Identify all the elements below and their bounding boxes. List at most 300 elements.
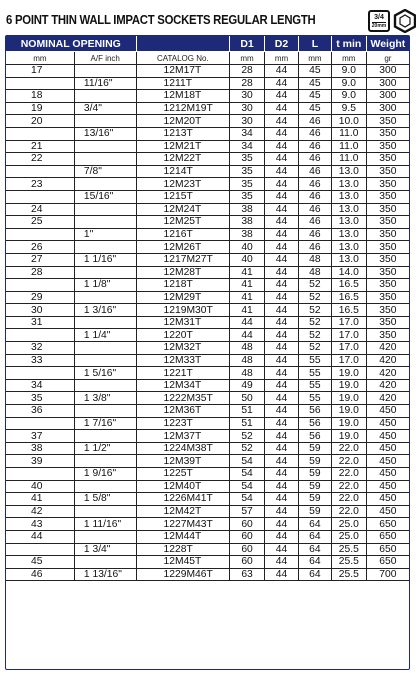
cell-nominal-mm: 22 <box>6 153 75 166</box>
cell-d1: 60 <box>230 543 265 556</box>
cell-tmin: 22.0 <box>331 480 366 493</box>
unit-catalog: CATALOG No. <box>136 52 230 65</box>
cell-d1: 35 <box>230 165 265 178</box>
cell-nominal-mm: 27 <box>6 253 75 266</box>
table-row <box>6 190 410 203</box>
header-catalog <box>136 36 230 52</box>
cell-l: 48 <box>298 266 331 279</box>
cell-nominal-mm <box>6 367 75 380</box>
cell-d1: 48 <box>230 354 265 367</box>
table-units-row <box>6 52 410 65</box>
cell-tmin: 13.0 <box>331 241 366 254</box>
cell-af-inch <box>74 140 136 153</box>
cell-d1: 51 <box>230 417 265 430</box>
drive-size-unit: 20mm <box>371 23 387 29</box>
cell-weight: 350 <box>366 279 409 292</box>
cell-catalog-no: 12M37T <box>136 430 230 443</box>
cell-weight: 420 <box>366 354 409 367</box>
cell-l: 64 <box>298 568 331 581</box>
cell-tmin: 25.0 <box>331 518 366 531</box>
cell-af-inch: 1 5/16" <box>74 367 136 380</box>
cell-nominal-mm: 20 <box>6 115 75 128</box>
cell-catalog-no: 1216T <box>136 228 230 241</box>
cell-d2: 44 <box>265 405 299 418</box>
cell-af-inch: 1" <box>74 228 136 241</box>
table-row <box>6 203 410 216</box>
cell-af-inch: 1 7/16" <box>74 417 136 430</box>
cell-af-inch <box>74 342 136 355</box>
cell-l: 45 <box>298 77 331 90</box>
cell-weight: 350 <box>366 190 409 203</box>
cell-l: 46 <box>298 216 331 229</box>
cell-d2: 44 <box>265 316 299 329</box>
cell-weight: 450 <box>366 405 409 418</box>
table-row <box>6 140 410 153</box>
cell-catalog-no: 12M22T <box>136 153 230 166</box>
cell-d2: 44 <box>265 379 299 392</box>
cell-weight: 350 <box>366 291 409 304</box>
table-row <box>6 417 410 430</box>
cell-l: 55 <box>298 392 331 405</box>
cell-nominal-mm: 36 <box>6 405 75 418</box>
unit-d2: mm <box>265 52 299 65</box>
cell-l: 45 <box>298 102 331 115</box>
cell-d2: 44 <box>265 115 299 128</box>
cell-catalog-no: 12M28T <box>136 266 230 279</box>
cell-af-inch <box>74 115 136 128</box>
cell-tmin: 19.0 <box>331 430 366 443</box>
cell-d2: 44 <box>265 102 299 115</box>
cell-d1: 40 <box>230 241 265 254</box>
table-row <box>6 468 410 481</box>
cell-tmin: 17.0 <box>331 354 366 367</box>
cell-catalog-no: 12M25T <box>136 216 230 229</box>
table-row <box>6 455 410 468</box>
table-row <box>6 115 410 128</box>
cell-tmin: 19.0 <box>331 405 366 418</box>
cell-d1: 54 <box>230 468 265 481</box>
cell-weight: 350 <box>366 316 409 329</box>
cell-catalog-no: 1229M46T <box>136 568 230 581</box>
table-row <box>6 178 410 191</box>
cell-d2: 44 <box>265 253 299 266</box>
cell-catalog-no: 1214T <box>136 165 230 178</box>
cell-af-inch: 1 13/16" <box>74 568 136 581</box>
cell-weight: 300 <box>366 102 409 115</box>
table-row <box>6 518 410 531</box>
header-d2: D2 <box>265 36 299 52</box>
cell-nominal-mm: 17 <box>6 65 75 78</box>
cell-l: 64 <box>298 543 331 556</box>
table-row <box>6 480 410 493</box>
cell-nominal-mm: 42 <box>6 505 75 518</box>
cell-weight: 350 <box>366 241 409 254</box>
cell-tmin: 19.0 <box>331 379 366 392</box>
cell-l: 46 <box>298 203 331 216</box>
cell-d2: 44 <box>265 203 299 216</box>
cell-nominal-mm: 46 <box>6 568 75 581</box>
sockets-table <box>5 35 410 581</box>
table-row <box>6 379 410 392</box>
cell-catalog-no: 12M44T <box>136 530 230 543</box>
cell-weight: 450 <box>366 493 409 506</box>
cell-l: 52 <box>298 342 331 355</box>
cell-weight: 650 <box>366 543 409 556</box>
cell-weight: 420 <box>366 392 409 405</box>
cell-weight: 350 <box>366 165 409 178</box>
cell-d1: 54 <box>230 480 265 493</box>
cell-nominal-mm: 33 <box>6 354 75 367</box>
cell-nominal-mm <box>6 127 75 140</box>
cell-d1: 38 <box>230 216 265 229</box>
table-row <box>6 153 410 166</box>
header-weight: Weight <box>366 36 409 52</box>
cell-l: 45 <box>298 90 331 103</box>
cell-l: 56 <box>298 417 331 430</box>
cell-l: 55 <box>298 367 331 380</box>
table-row <box>6 316 410 329</box>
cell-af-inch <box>74 430 136 443</box>
cell-catalog-no: 1222M35T <box>136 392 230 405</box>
cell-d2: 44 <box>265 367 299 380</box>
header-l: L <box>298 36 331 52</box>
cell-d1: 57 <box>230 505 265 518</box>
cell-d2: 44 <box>265 65 299 78</box>
cell-weight: 350 <box>366 216 409 229</box>
table-row <box>6 228 410 241</box>
table-row <box>6 266 410 279</box>
cell-af-inch: 1 1/2" <box>74 442 136 455</box>
cell-tmin: 22.0 <box>331 442 366 455</box>
cell-d1: 63 <box>230 568 265 581</box>
cell-nominal-mm: 44 <box>6 530 75 543</box>
cell-af-inch <box>74 530 136 543</box>
cell-d1: 34 <box>230 140 265 153</box>
cell-weight: 650 <box>366 556 409 569</box>
cell-tmin: 9.5 <box>331 102 366 115</box>
unit-weight: gr <box>366 52 409 65</box>
cell-l: 46 <box>298 153 331 166</box>
cell-tmin: 9.0 <box>331 65 366 78</box>
table-row <box>6 127 410 140</box>
cell-weight: 450 <box>366 442 409 455</box>
cell-catalog-no: 1220T <box>136 329 230 342</box>
drive-size-icon <box>368 10 390 32</box>
cell-weight: 300 <box>366 77 409 90</box>
cell-nominal-mm: 23 <box>6 178 75 191</box>
cell-af-inch: 1 5/8" <box>74 493 136 506</box>
cell-weight: 350 <box>366 228 409 241</box>
cell-catalog-no: 12M20T <box>136 115 230 128</box>
cell-tmin: 19.0 <box>331 392 366 405</box>
cell-weight: 350 <box>366 127 409 140</box>
table-row <box>6 354 410 367</box>
cell-catalog-no: 12M36T <box>136 405 230 418</box>
cell-l: 64 <box>298 556 331 569</box>
cell-l: 48 <box>298 253 331 266</box>
cell-nominal-mm: 29 <box>6 291 75 304</box>
cell-d1: 48 <box>230 367 265 380</box>
cell-af-inch <box>74 90 136 103</box>
cell-tmin: 13.0 <box>331 228 366 241</box>
page-title: 6 POINT THIN WALL IMPACT SOCKETS REGULAR LENGTH <box>6 12 316 27</box>
cell-d2: 44 <box>265 127 299 140</box>
cell-catalog-no: 12M39T <box>136 455 230 468</box>
unit-mm: mm <box>6 52 75 65</box>
table-row <box>6 392 410 405</box>
cell-tmin: 11.0 <box>331 153 366 166</box>
cell-tmin: 22.0 <box>331 505 366 518</box>
table-row <box>6 367 410 380</box>
cell-d1: 48 <box>230 342 265 355</box>
cell-l: 45 <box>298 65 331 78</box>
cell-af-inch <box>74 379 136 392</box>
cell-d1: 54 <box>230 455 265 468</box>
cell-af-inch: 13/16" <box>74 127 136 140</box>
cell-nominal-mm <box>6 543 75 556</box>
cell-d1: 30 <box>230 90 265 103</box>
cell-catalog-no: 12M29T <box>136 291 230 304</box>
cell-d1: 52 <box>230 442 265 455</box>
cell-tmin: 22.0 <box>331 468 366 481</box>
table-row <box>6 430 410 443</box>
cell-tmin: 11.0 <box>331 127 366 140</box>
cell-catalog-no: 1221T <box>136 367 230 380</box>
cell-tmin: 9.0 <box>331 90 366 103</box>
cell-weight: 450 <box>366 417 409 430</box>
table-row <box>6 568 410 581</box>
cell-d2: 44 <box>265 304 299 317</box>
cell-l: 59 <box>298 442 331 455</box>
cell-d2: 44 <box>265 417 299 430</box>
cell-d1: 52 <box>230 430 265 443</box>
cell-nominal-mm: 24 <box>6 203 75 216</box>
cell-d1: 49 <box>230 379 265 392</box>
cell-af-inch <box>74 480 136 493</box>
cell-d2: 44 <box>265 279 299 292</box>
cell-weight: 450 <box>366 430 409 443</box>
cell-tmin: 16.5 <box>331 279 366 292</box>
cell-tmin: 9.0 <box>331 77 366 90</box>
cell-catalog-no: 1211T <box>136 77 230 90</box>
cell-d2: 44 <box>265 530 299 543</box>
table-row <box>6 493 410 506</box>
cell-tmin: 17.0 <box>331 329 366 342</box>
cell-d1: 41 <box>230 304 265 317</box>
cell-d2: 44 <box>265 480 299 493</box>
cell-weight: 300 <box>366 65 409 78</box>
cell-catalog-no: 12M21T <box>136 140 230 153</box>
cell-d2: 44 <box>265 568 299 581</box>
cell-l: 55 <box>298 379 331 392</box>
cell-tmin: 16.5 <box>331 291 366 304</box>
table-row <box>6 530 410 543</box>
cell-nominal-mm: 35 <box>6 392 75 405</box>
cell-catalog-no: 12M18T <box>136 90 230 103</box>
hexagon-icon <box>393 9 416 33</box>
cell-tmin: 25.0 <box>331 530 366 543</box>
cell-tmin: 16.5 <box>331 304 366 317</box>
drive-size-label: 3/4 <box>372 13 386 23</box>
cell-af-inch <box>74 216 136 229</box>
cell-d2: 44 <box>265 468 299 481</box>
cell-nominal-mm: 41 <box>6 493 75 506</box>
cell-l: 46 <box>298 241 331 254</box>
cell-catalog-no: 12M23T <box>136 178 230 191</box>
cell-d1: 60 <box>230 518 265 531</box>
cell-l: 46 <box>298 127 331 140</box>
cell-af-inch: 1 3/8" <box>74 392 136 405</box>
cell-weight: 650 <box>366 530 409 543</box>
cell-weight: 450 <box>366 480 409 493</box>
cell-nominal-mm <box>6 468 75 481</box>
cell-l: 46 <box>298 178 331 191</box>
cell-l: 46 <box>298 115 331 128</box>
cell-nominal-mm: 45 <box>6 556 75 569</box>
cell-d1: 44 <box>230 329 265 342</box>
cell-catalog-no: 12M40T <box>136 480 230 493</box>
cell-d2: 44 <box>265 241 299 254</box>
cell-nominal-mm: 39 <box>6 455 75 468</box>
cell-l: 59 <box>298 493 331 506</box>
cell-weight: 420 <box>366 342 409 355</box>
cell-nominal-mm <box>6 190 75 203</box>
header-tmin: t min <box>331 36 366 52</box>
cell-nominal-mm: 25 <box>6 216 75 229</box>
cell-catalog-no: 12M32T <box>136 342 230 355</box>
cell-tmin: 25.5 <box>331 543 366 556</box>
cell-nominal-mm: 40 <box>6 480 75 493</box>
cell-l: 64 <box>298 518 331 531</box>
cell-af-inch: 11/16" <box>74 77 136 90</box>
table-row <box>6 77 410 90</box>
cell-d2: 44 <box>265 228 299 241</box>
cell-d1: 30 <box>230 102 265 115</box>
cell-d1: 28 <box>230 77 265 90</box>
cell-nominal-mm <box>6 228 75 241</box>
cell-catalog-no: 1226M41T <box>136 493 230 506</box>
table-row <box>6 304 410 317</box>
cell-catalog-no: 12M31T <box>136 316 230 329</box>
cell-d2: 44 <box>265 190 299 203</box>
cell-af-inch <box>74 505 136 518</box>
cell-tmin: 19.0 <box>331 367 366 380</box>
table-row <box>6 253 410 266</box>
cell-l: 52 <box>298 291 331 304</box>
cell-tmin: 22.0 <box>331 455 366 468</box>
cell-d2: 44 <box>265 493 299 506</box>
cell-tmin: 13.0 <box>331 203 366 216</box>
table-row <box>6 279 410 292</box>
cell-nominal-mm <box>6 417 75 430</box>
cell-catalog-no: 1218T <box>136 279 230 292</box>
cell-d2: 44 <box>265 266 299 279</box>
cell-weight: 420 <box>366 379 409 392</box>
cell-d1: 35 <box>230 153 265 166</box>
cell-tmin: 13.0 <box>331 216 366 229</box>
table-row <box>6 329 410 342</box>
table-row <box>6 216 410 229</box>
table-row <box>6 342 410 355</box>
cell-d1: 41 <box>230 291 265 304</box>
cell-catalog-no: 12M33T <box>136 354 230 367</box>
cell-tmin: 17.0 <box>331 342 366 355</box>
cell-d1: 41 <box>230 279 265 292</box>
cell-d1: 60 <box>230 556 265 569</box>
cell-weight: 420 <box>366 367 409 380</box>
cell-af-inch <box>74 455 136 468</box>
table-row <box>6 405 410 418</box>
cell-l: 59 <box>298 468 331 481</box>
cell-catalog-no: 1213T <box>136 127 230 140</box>
cell-af-inch <box>74 316 136 329</box>
table-row <box>6 102 410 115</box>
cell-l: 46 <box>298 165 331 178</box>
cell-af-inch: 1 9/16" <box>74 468 136 481</box>
cell-tmin: 25.5 <box>331 556 366 569</box>
cell-af-inch <box>74 178 136 191</box>
cell-catalog-no: 1223T <box>136 417 230 430</box>
cell-catalog-no: 12M42T <box>136 505 230 518</box>
cell-nominal-mm <box>6 329 75 342</box>
unit-af: A/F inch <box>74 52 136 65</box>
cell-l: 64 <box>298 530 331 543</box>
cell-nominal-mm: 19 <box>6 102 75 115</box>
cell-catalog-no: 12M26T <box>136 241 230 254</box>
cell-catalog-no: 1224M38T <box>136 442 230 455</box>
cell-nominal-mm <box>6 165 75 178</box>
cell-d2: 44 <box>265 178 299 191</box>
cell-d1: 60 <box>230 530 265 543</box>
table-row <box>6 241 410 254</box>
cell-tmin: 25.5 <box>331 568 366 581</box>
cell-nominal-mm: 38 <box>6 442 75 455</box>
cell-weight: 700 <box>366 568 409 581</box>
cell-af-inch: 1 1/4" <box>74 329 136 342</box>
cell-weight: 350 <box>366 153 409 166</box>
cell-weight: 350 <box>366 115 409 128</box>
cell-af-inch <box>74 65 136 78</box>
cell-af-inch: 3/4" <box>74 102 136 115</box>
cell-d2: 44 <box>265 455 299 468</box>
cell-weight: 350 <box>366 329 409 342</box>
cell-catalog-no: 1225T <box>136 468 230 481</box>
cell-d2: 44 <box>265 354 299 367</box>
table-row <box>6 90 410 103</box>
cell-d1: 35 <box>230 190 265 203</box>
cell-af-inch <box>74 241 136 254</box>
cell-l: 56 <box>298 430 331 443</box>
header-d1: D1 <box>230 36 265 52</box>
cell-d1: 40 <box>230 253 265 266</box>
cell-weight: 350 <box>366 203 409 216</box>
cell-d1: 35 <box>230 178 265 191</box>
cell-catalog-no: 1219M30T <box>136 304 230 317</box>
unit-l: mm <box>298 52 331 65</box>
table-row <box>6 291 410 304</box>
cell-l: 56 <box>298 405 331 418</box>
cell-af-inch: 15/16" <box>74 190 136 203</box>
cell-d2: 44 <box>265 556 299 569</box>
cell-tmin: 13.0 <box>331 165 366 178</box>
cell-d1: 28 <box>230 65 265 78</box>
cell-d1: 38 <box>230 203 265 216</box>
cell-catalog-no: 1217M27T <box>136 253 230 266</box>
cell-l: 55 <box>298 354 331 367</box>
cell-d2: 44 <box>265 442 299 455</box>
cell-d2: 44 <box>265 518 299 531</box>
cell-tmin: 14.0 <box>331 266 366 279</box>
